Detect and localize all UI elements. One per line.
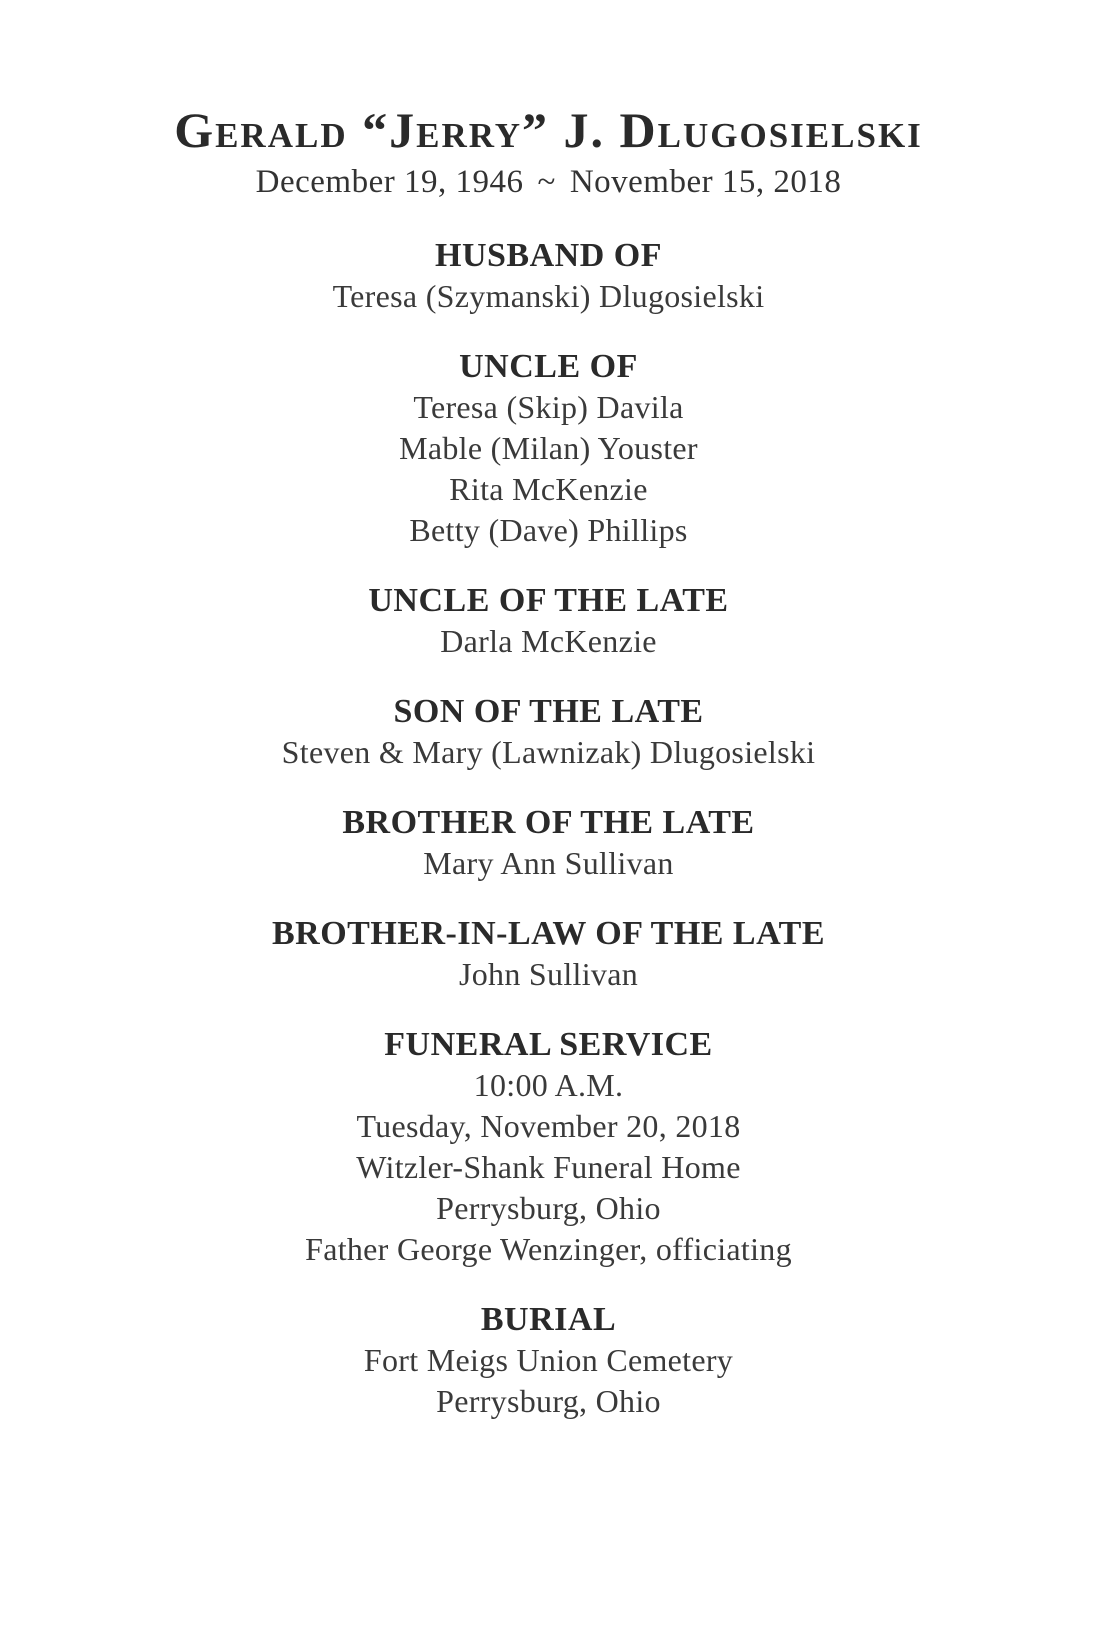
service-location: Perrysburg, Ohio bbox=[436, 1190, 661, 1226]
section-line: Mary Ann Sullivan bbox=[423, 845, 674, 881]
section-uncle-of-the-late bbox=[0, 581, 1097, 662]
section-uncle-of bbox=[0, 347, 1097, 551]
section-son-of-the-late bbox=[0, 692, 1097, 773]
section-line: Mable (Milan) Youster bbox=[399, 430, 698, 466]
section-heading: SON OF THE LATE bbox=[393, 693, 704, 730]
section-line: Steven & Mary (Lawnizak) Dlugosielski bbox=[281, 734, 816, 770]
section-heading: HUSBAND OF bbox=[435, 237, 662, 274]
section-heading: BURIAL bbox=[480, 1301, 617, 1338]
deceased-name: Gerald “Jerry” J. Dlugosielski bbox=[174, 102, 923, 158]
section-heading: FUNERAL SERVICE bbox=[384, 1026, 713, 1063]
service-officiant: Father George Wenzinger, officiating bbox=[305, 1231, 792, 1267]
section-heading: UNCLE OF THE LATE bbox=[368, 582, 729, 619]
date-separator: ~ bbox=[537, 164, 556, 200]
life-dates bbox=[0, 162, 1097, 202]
death-date: November 15, 2018 bbox=[569, 164, 842, 200]
section-brother-in-law-of-the-late bbox=[0, 914, 1097, 995]
service-time: 10:00 A.M. bbox=[473, 1067, 624, 1103]
section-heading: UNCLE OF bbox=[459, 348, 638, 385]
service-venue: Witzler-Shank Funeral Home bbox=[356, 1149, 741, 1185]
section-burial bbox=[0, 1300, 1097, 1422]
burial-location: Perrysburg, Ohio bbox=[436, 1383, 661, 1419]
birth-date: December 19, 1946 bbox=[255, 164, 524, 200]
section-heading: BROTHER-IN-LAW OF THE LATE bbox=[271, 915, 825, 952]
burial-cemetery: Fort Meigs Union Cemetery bbox=[363, 1342, 734, 1378]
section-line: Teresa (Skip) Davila bbox=[413, 389, 684, 425]
section-line: John Sullivan bbox=[458, 956, 639, 992]
section-line: Darla McKenzie bbox=[440, 623, 657, 659]
section-brother-of-the-late bbox=[0, 803, 1097, 884]
section-line: Rita McKenzie bbox=[449, 471, 648, 507]
section-line: Betty (Dave) Phillips bbox=[409, 512, 688, 548]
section-funeral-service bbox=[0, 1025, 1097, 1270]
section-line: Teresa (Szymanski) Dlugosielski bbox=[332, 278, 765, 314]
service-date: Tuesday, November 20, 2018 bbox=[356, 1108, 741, 1144]
section-heading: BROTHER OF THE LATE bbox=[342, 804, 755, 841]
section-husband-of bbox=[0, 236, 1097, 317]
